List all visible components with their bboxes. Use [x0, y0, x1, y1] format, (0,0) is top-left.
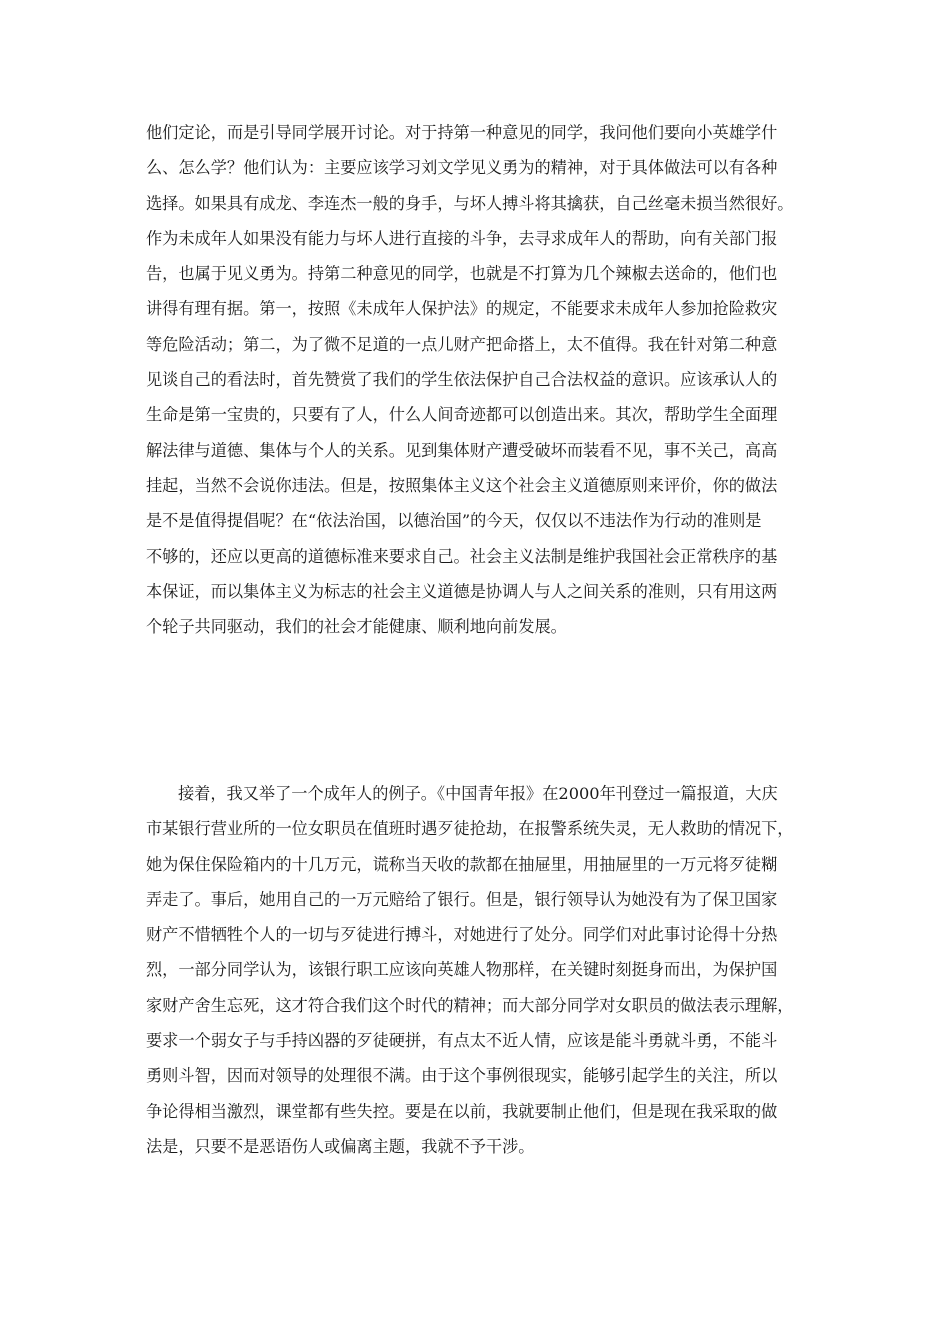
paragraph-line: 烈，一部分同学认为，该银行职工应该向英雄人物那样，在关键时刻挺身而出，为保护国: [146, 960, 778, 980]
paragraph-line: 家财产舍生忘死，这才符合我们这个时代的精神；而大部分同学对女职员的做法表示理解，: [146, 995, 794, 1015]
paragraph-1: [146, 115, 806, 644]
paragraph-line: 讲得有理有据。第一，按照《未成年人保护法》的规定，不能要求未成年人参加抢险救灾: [146, 299, 778, 319]
paragraph-line: 见谈自己的看法时，首先赞赏了我们的学生依法保护自己合法权益的意识。应该承认人的: [146, 370, 778, 390]
paragraph-line: 挂起，当然不会说你违法。但是，按照集体主义这个社会主义道德原则来评价，你的做法: [146, 475, 778, 495]
paragraph-line: 选择。如果具有成龙、李连杰一般的身手，与坏人搏斗将其擒获，自己丝毫未损当然很好。: [146, 193, 794, 213]
paragraph-2: [146, 776, 806, 1164]
paragraph-line: 他们定论，而是引导同学展开讨论。对于持第一种意见的同学，我问他们要向小英雄学什: [146, 123, 778, 142]
paragraph-line: 财产不惜牺牲个人的一切与歹徒进行搏斗，对她进行了处分。同学们对此事讨论得十分热: [146, 925, 778, 945]
paragraph-line: 法是，只要不是恶语伤人或偏离主题，我就不予干涉。: [146, 1136, 535, 1156]
paragraph-line: 接着，我又举了一个成年人的例子。《中国青年报》在2000年刊登过一篇报道，大庆: [178, 784, 778, 803]
paragraph-line: 是不是值得提倡呢？在“依法治国，以德治国”的今天，仅仅以不违法作为行动的准则是: [146, 511, 762, 531]
paragraph-line: 争论得相当激烈，课堂都有些失控。要是在以前，我就要制止他们，但是现在我采取的做: [146, 1101, 778, 1121]
paragraph-line: 个轮子共同驱动，我们的社会才能健康、顺利地向前发展。: [146, 617, 567, 637]
paragraph-line: 告，也属于见义勇为。持第二种意见的同学，也就是不打算为几个辣椒去送命的，他们也: [146, 264, 778, 284]
paragraph-line: 弄走了。事后，她用自己的一万元赔给了银行。但是，银行领导认为她没有为了保卫国家: [146, 889, 778, 909]
paragraph-line: 解法律与道德、集体与个人的关系。见到集体财产遭受破坏而装看不见，事不关己，高高: [146, 440, 778, 460]
paragraph-line: 等危险活动；第二，为了微不足道的一点儿财产把命搭上，太不值得。我在针对第二种意: [146, 334, 778, 354]
paragraph-line: 生命是第一宝贵的，只要有了人，什么人间奇迹都可以创造出来。其次，帮助学生全面理: [146, 405, 778, 425]
paragraph-line: 市某银行营业所的一位女职员在值班时遇歹徒抢劫，在报警系统失灵，无人救助的情况下，: [146, 819, 794, 839]
paragraph-line: 她为保住保险箱内的十几万元，谎称当天收的款都在抽屉里，用抽屉里的一万元将歹徒糊: [146, 854, 778, 874]
paragraph-line: 本保证，而以集体主义为标志的社会主义道德是协调人与人之间关系的准则，只有用这两: [146, 581, 778, 601]
paragraph-line: 要求一个弱女子与手持凶器的歹徒硬拼，有点太不近人情，应该是能斗勇就斗勇，不能斗: [146, 1031, 778, 1051]
paragraph-line: 么、怎么学？他们认为：主要应该学习刘文学见义勇为的精神，对于具体做法可以有各种: [146, 158, 778, 178]
paragraph-line: 勇则斗智，因而对领导的处理很不满。由于这个事例很现实，能够引起学生的关注，所以: [146, 1066, 778, 1086]
paragraph-line: 不够的，还应以更高的道德标准来要求自己。社会主义法制是维护我国社会正常秩序的基: [146, 546, 778, 566]
paragraph-line: 作为未成年人如果没有能力与坏人进行直接的斗争，去寻求成年人的帮助，向有关部门报: [146, 228, 778, 248]
